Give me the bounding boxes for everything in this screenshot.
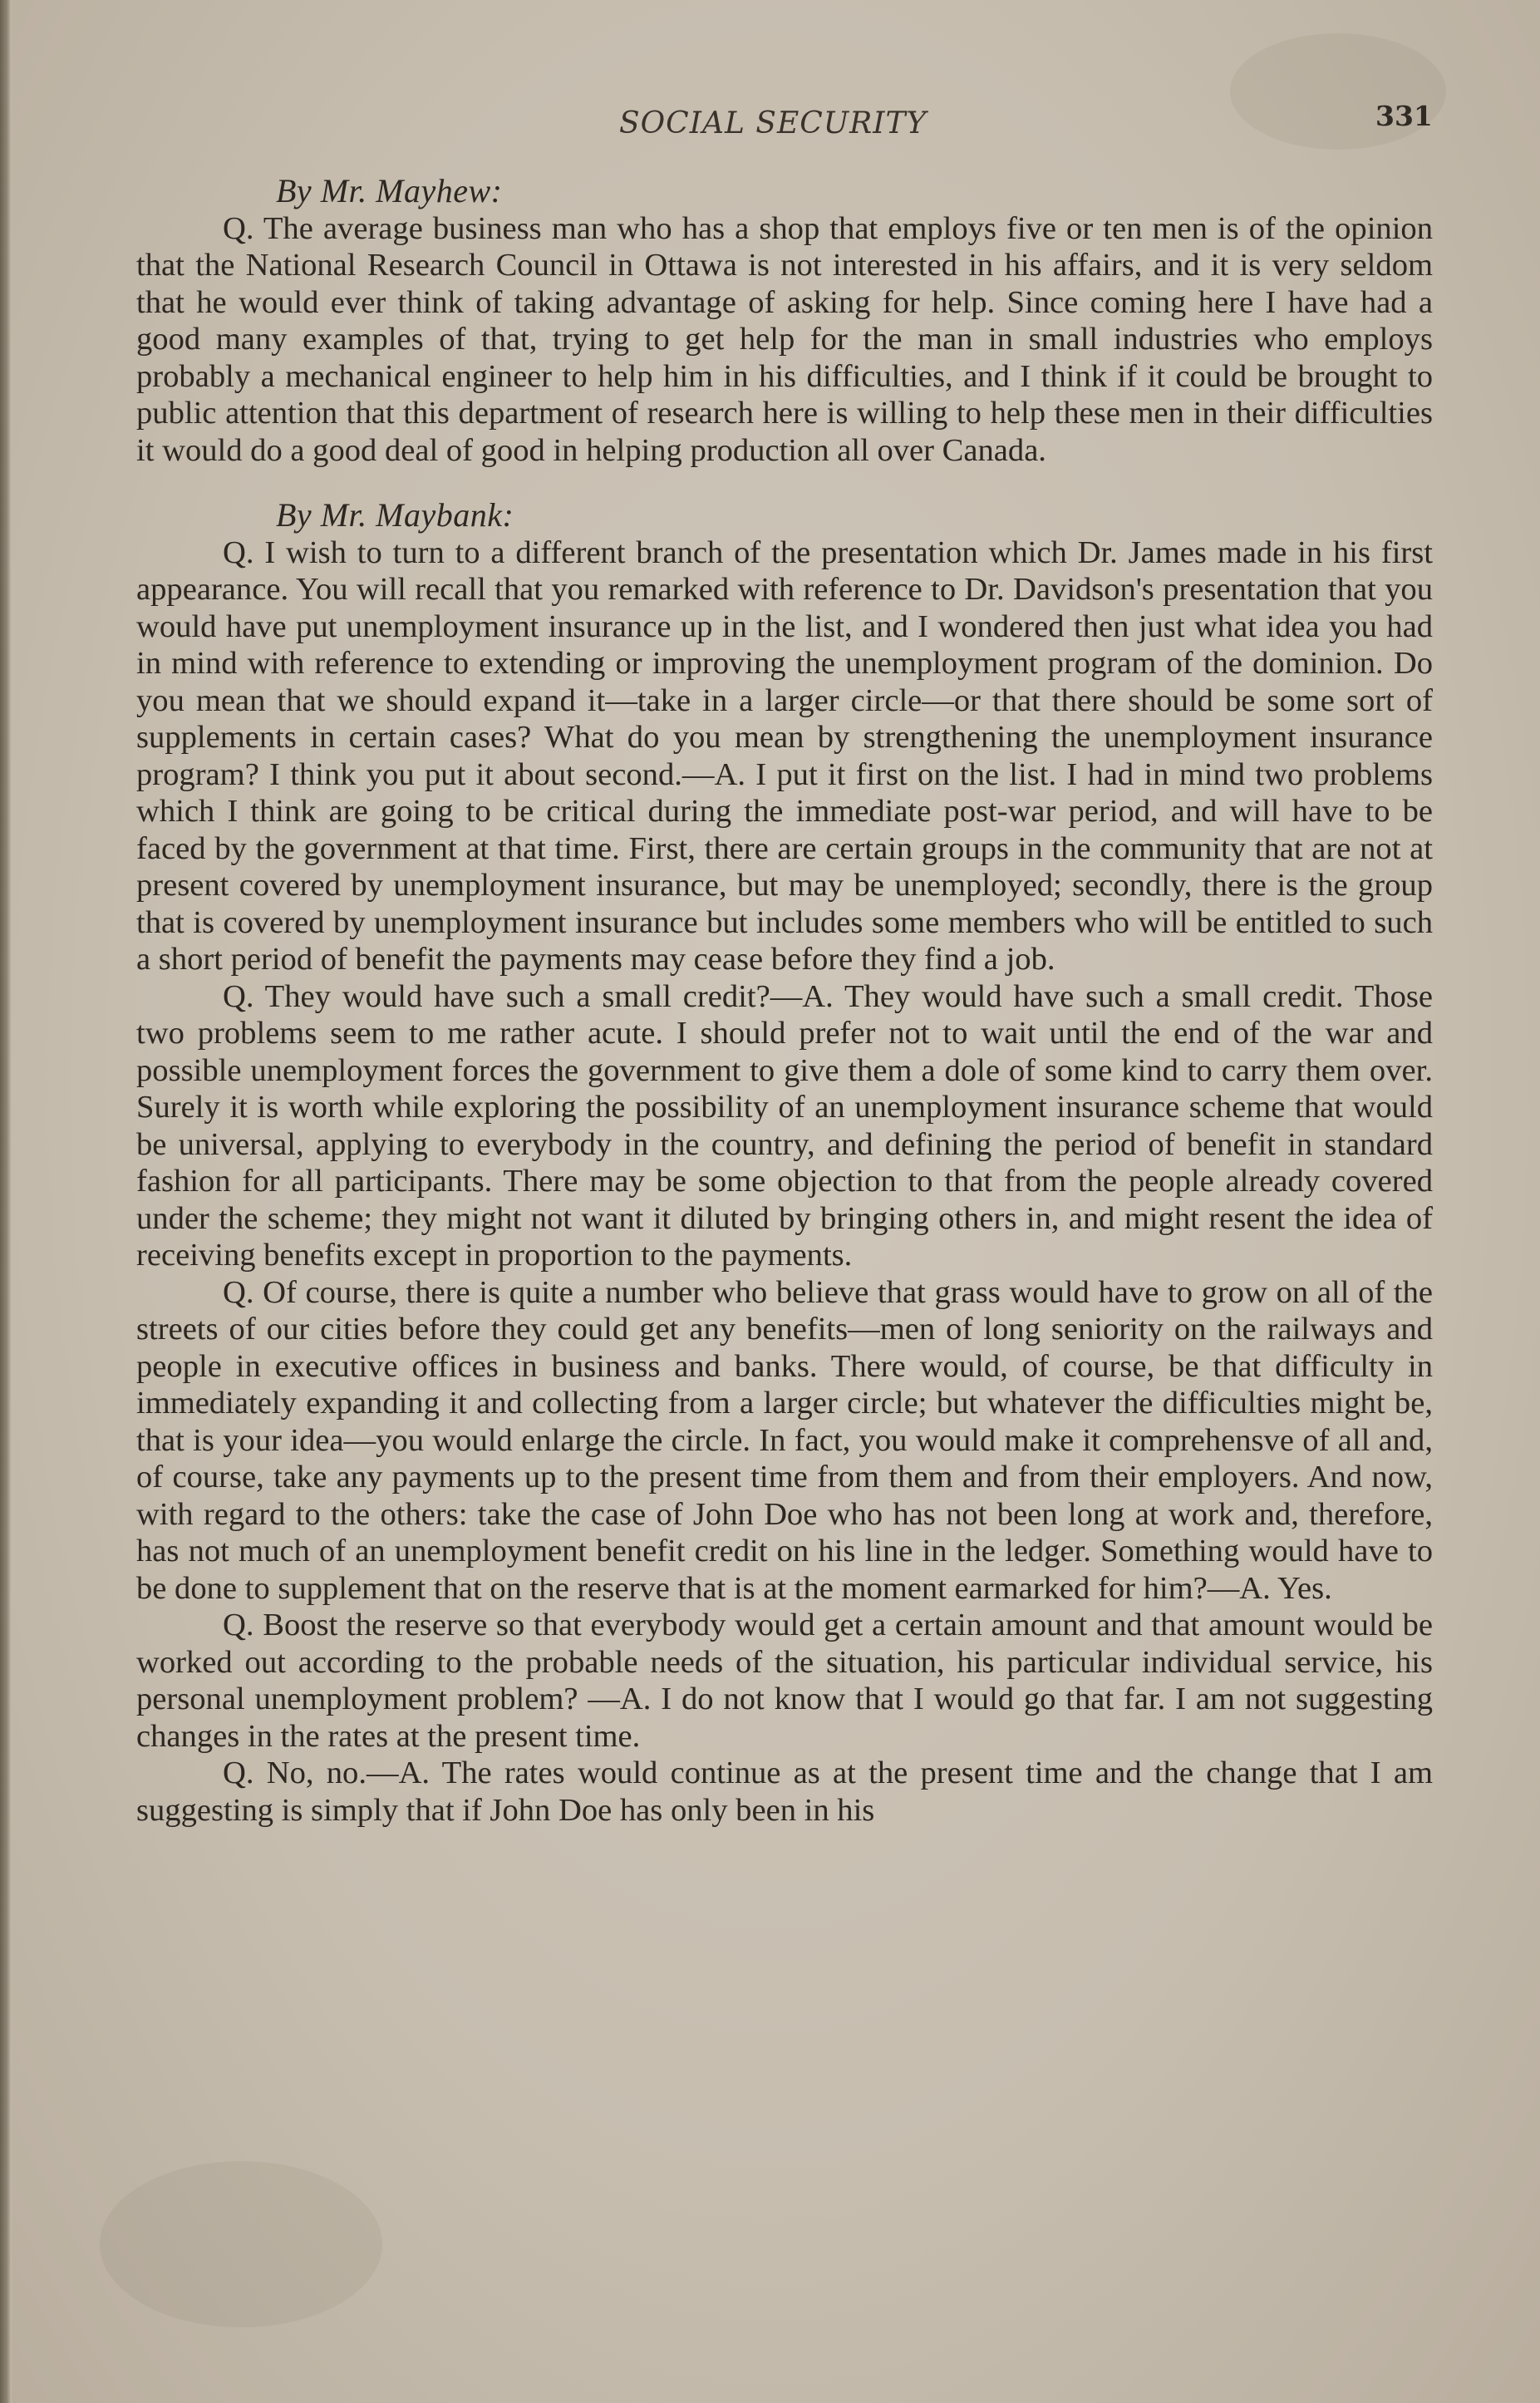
paper-stain (100, 2161, 382, 2327)
transcript-body (136, 173, 1433, 1829)
exchange-paragraph: Q. They would have such a small credit?—A. They would have such a small credit. Those two problems seem to me rather acute. I should prefer not to wait until the end of the war and possible unemployment forces the government to give them a dole of some kind to carry them over. Surely it is worth while exploring the possibility of an unemployment insurance scheme that would be universal, applying to everybody in the country, and defining the period of benefit in standard fashion for all participants. There may be some objection to that from the people already covered under the scheme; they might not want it diluted by bringing others in, and might resent the idea of receiving benefits except in proportion to the payments. (136, 978, 1433, 1273)
question-paragraph: Q. The average business man who has a shop that employs five or ten men is of the opinion that the National Research Council in Ottawa is not interested in his affairs, and it is very seldom that he would ever think of taking advantage of asking for help. Since coming here I have had a good many examples of that, trying to get help for the man in small industries who employs probably a mechanical engineer to help him in his difficulties, and I think if it could be brought to public attention that this department of research here is willing to help these men in their difficulties it would do a good deal of good in helping production all over Canada. (136, 210, 1433, 468)
speaker-heading: By Mr. Maybank: (276, 496, 514, 534)
exchange-paragraph: Q. Boost the reserve so that everybody would get a certain amount and that amount would be worked out according to the probable needs of the situation, his particular individual service, his personal unemployment problem? —A. I do not know that I would go that far. I am not suggesting changes in the rates at the present time. (136, 1608, 1433, 1754)
page-binding-edge (0, 0, 12, 2403)
speaker-heading: By Mr. Mayhew: (276, 172, 503, 209)
exchange-paragraph: Q. Of course, there is quite a number who believe that grass would have to grow on all of the streets of our cities before they could get any benefits—men of long seniority on the railways and people in executive offices in business and banks. There would, of course, be that difficulty in immediately expanding it and collecting from a larger circle; but whatever the difficulties might be, that is your idea—you would enlarge the circle. In fact, you would make it comprehensve of all and, of course, take any payments up to the present time from them and from their employers. And now, with regard to the others: take the case of John Doe who has not been long at work and, therefore, has not much of an unemployment benefit credit on his line in the ledger. Something would have to be done to supplement that on the reserve that is at the moment earmarked for him?—A. Yes. (136, 1274, 1433, 1606)
running-title: SOCIAL SECURITY (619, 106, 927, 140)
page-number: 331 (1375, 100, 1433, 132)
running-head (0, 98, 1540, 148)
exchange-paragraph: Q. No, no.—A. The rates would continue as at the present time and the change that I am suggesting is simply that if John Doe has only been in his (136, 1755, 1433, 1828)
exchange-paragraph: Q. I wish to turn to a different branch of the presentation which Dr. James made in his first appearance. You will recall that you remarked with reference to Dr. Davidson's presentation that you would have put unemployment insurance up in the list, and I wondered then just what idea you had in mind with reference to extending or improving the unemployment program of the dominion. Do you mean that we should expand it—take in a larger circle—or that there should be some sort of supplements in certain cases? What do you mean by strengthening the unemployment insurance program? I think you put it about second.—A. I put it first on the list. I had in mind two problems which I think are going to be critical during the immediate post-war period, and will have to be faced by the government at that time. First, there are certain groups in the community that are not at present covered by unemployment insurance, but may be unemployed; secondly, there is the group that is covered by unemployment insurance but includes some members who will be entitled to such a short period of benefit the payments may cease before they find a job. (136, 534, 1433, 977)
